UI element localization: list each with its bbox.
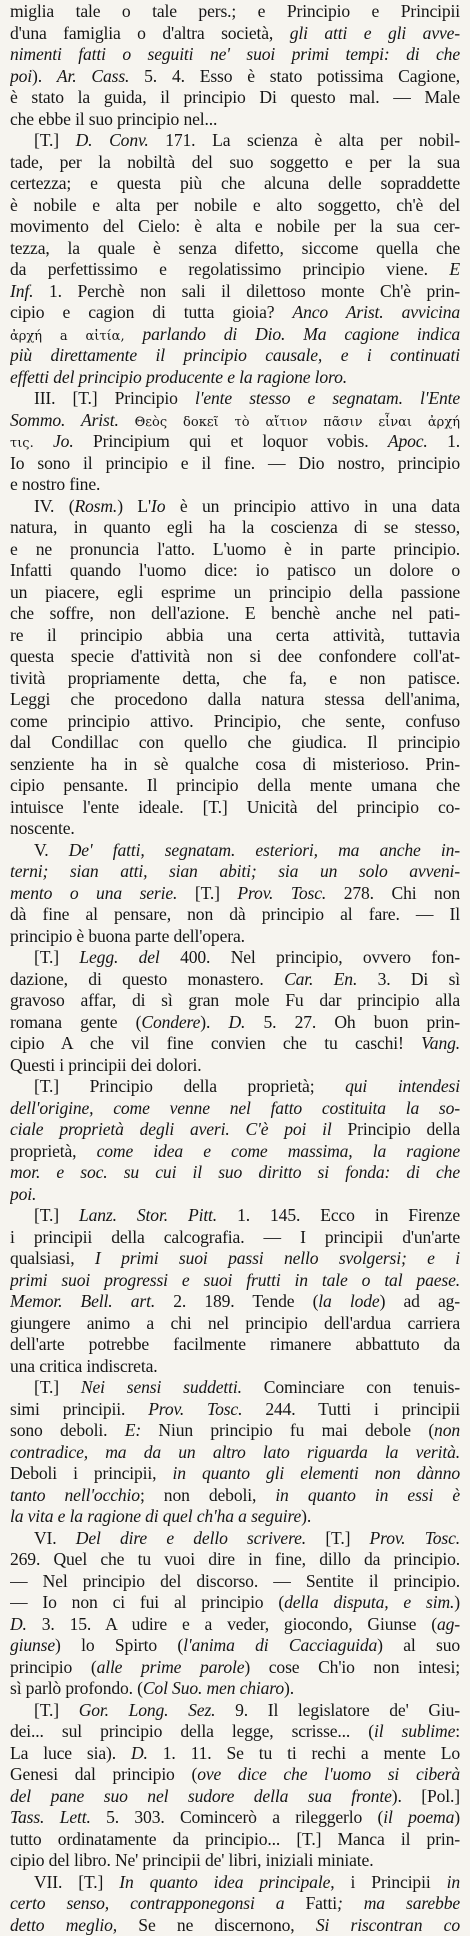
- italic-span: non: [434, 1420, 460, 1440]
- italic-span: Prov. Tosc.: [148, 1399, 242, 1419]
- text-span: ) lo Spirto (: [55, 1635, 183, 1655]
- text-line: [10, 883, 460, 905]
- text-span: :: [455, 1721, 460, 1741]
- italic-span: primi suoi progressi e suoi frutti in tale o tal paese.: [10, 1270, 460, 1290]
- text-span: ) al suo: [377, 1635, 460, 1655]
- text-span: [T.]: [34, 1700, 79, 1720]
- text-span: tale o tale pers.: [76, 1, 232, 21]
- text-span: d'una famiglia o d'altra società,: [10, 23, 290, 43]
- text-line: [10, 1033, 460, 1055]
- italic-span: Io: [151, 496, 165, 516]
- text-line: [10, 130, 460, 152]
- text-line: [10, 87, 460, 109]
- text-line: [10, 689, 460, 711]
- italic-span: Memor. Bell. art.: [10, 1291, 155, 1311]
- text-line: [10, 775, 460, 797]
- text-span: VII. [T.]: [34, 1872, 119, 1892]
- text-line: [10, 1850, 460, 1872]
- text-line: [10, 1657, 460, 1679]
- text-span: , i Principii: [330, 1872, 446, 1892]
- text-line: [10, 539, 460, 561]
- text-line: [10, 259, 460, 281]
- text-line: [10, 990, 460, 1012]
- italic-span: la vita e la ragione di quel ch'ha a seguire: [10, 1506, 301, 1526]
- text-span: ).: [32, 66, 57, 86]
- text-line: [10, 1248, 460, 1270]
- text-span: dazione, di questo monastero.: [10, 969, 284, 989]
- text-line: [10, 496, 460, 518]
- italic-span: Gor. Long. Sez.: [79, 1700, 216, 1720]
- text-line: [10, 947, 460, 969]
- text-line: [10, 1893, 460, 1915]
- italic-span: in quanto in essi è: [275, 1485, 460, 1505]
- italic-span: ove dice che l'uomo si ciberà: [197, 1764, 460, 1784]
- text-span: Principio della: [332, 1119, 460, 1139]
- text-line: [10, 732, 460, 754]
- text-line: [10, 1356, 460, 1378]
- text-span: Io sono il principio e il fine. — Dio nostro, principio: [10, 453, 460, 473]
- text-line: [10, 646, 460, 668]
- text-line: [10, 1463, 460, 1485]
- italic-span: nimenti fatti o seguiti ne' suoi primi tempi: di che: [10, 44, 460, 64]
- text-line: [10, 797, 460, 819]
- text-span: 278. Chi non: [326, 883, 460, 903]
- text-line: [10, 367, 460, 389]
- italic-span: mento o una serie.: [10, 883, 177, 903]
- text-span: 1. 145. Ecco in Firenze: [217, 1205, 460, 1225]
- text-line: [10, 861, 460, 883]
- text-span: senziente ha in sè qualche cosa di misterioso. Prin-: [10, 754, 460, 774]
- italic-span: Jo.: [53, 431, 74, 451]
- italic-span: il poema: [383, 1807, 454, 1827]
- text-line: [10, 1571, 460, 1593]
- italic-span: in: [447, 1872, 460, 1892]
- italic-span: gli atti e gli avve-: [290, 23, 460, 43]
- text-span: re il principio abbia una certa attività, tuttavia: [10, 625, 460, 645]
- italic-span: come idea e come massima, la ragione: [97, 1141, 460, 1161]
- italic-span: ag-: [437, 1614, 460, 1634]
- text-span: principio (: [10, 1657, 97, 1677]
- text-span: ): [454, 1592, 460, 1612]
- text-span: tutto ordinatamente da principio... [T.] Manca il prin-: [10, 1829, 460, 1849]
- text-line: [10, 109, 460, 131]
- text-span: Θεὸς δοκεῖ τὸ αἴτιον πᾶσιν εἶναι ἀρχή: [119, 415, 460, 430]
- text-span: [T.]: [34, 1205, 79, 1225]
- text-line: [10, 152, 460, 174]
- text-line: [10, 388, 460, 410]
- text-span: questa specie d'attività non si dee confondere coll'at-: [10, 646, 460, 666]
- text-span: Se ne discernono,: [117, 1915, 316, 1935]
- italic-span: l'ente stesso e segnatam. l'Ente: [195, 388, 460, 408]
- text-span: da perfettissimo e regolatissimo principio viene.: [10, 259, 449, 279]
- italic-span: Lanz. Stor. Pitt.: [79, 1205, 217, 1225]
- text-line: [10, 1098, 460, 1120]
- text-line: [10, 1614, 460, 1636]
- italic-span: contradice, ma da un altro lato riguarda la verità.: [10, 1442, 460, 1462]
- text-span: 244. Tutti i principii: [242, 1399, 460, 1419]
- text-span: ): [454, 1807, 460, 1827]
- italic-span: Condere: [141, 1012, 200, 1032]
- text-line: [10, 1549, 460, 1571]
- text-line: [10, 711, 460, 733]
- text-line: [10, 1162, 460, 1184]
- text-line: [10, 904, 460, 926]
- text-line: [10, 1485, 460, 1507]
- text-line: [10, 453, 460, 475]
- text-line: [10, 1764, 460, 1786]
- italic-span: alle prime parole: [97, 1657, 245, 1677]
- text-line: [10, 582, 460, 604]
- text-span: 5. 4. Esso è stato potissima Cagione,: [129, 66, 460, 86]
- text-span: tade, per la nobiltà del suo soggetto e per la sua: [10, 152, 460, 172]
- italic-span: Tass. Lett.: [10, 1807, 91, 1827]
- italic-span: l'anima di Cacciaguida: [183, 1635, 377, 1655]
- text-line: [10, 1829, 460, 1851]
- text-line: [10, 195, 460, 217]
- text-span: simi principii.: [10, 1399, 148, 1419]
- text-line: [10, 44, 460, 66]
- text-span: tività propriamente detta, che fa, e non patisce.: [10, 668, 460, 688]
- italic-span: I primi suoi passi nello svolgersi; e i: [95, 1248, 460, 1268]
- italic-span: dell'origine, come venne nel fatto costituita la so-: [10, 1098, 460, 1118]
- text-line: [10, 1055, 460, 1077]
- text-line: [10, 1184, 460, 1206]
- italic-span: effetti del principio producente e la ragione loro.: [10, 367, 347, 387]
- italic-span: certo senso, contrapponegonsi a: [10, 1893, 284, 1913]
- text-span: IV. (: [34, 496, 74, 516]
- italic-span: Nei sensi suddetti.: [81, 1377, 242, 1397]
- italic-span: giunse: [10, 1635, 55, 1655]
- text-span: un piacere, egli esprime un principio della passione: [10, 582, 460, 602]
- text-line: [10, 1786, 460, 1808]
- italic-span: più direttamente il principio causale, e i continuati: [10, 345, 460, 365]
- italic-span: la lode: [318, 1291, 379, 1311]
- text-span: come principio attivo. Principio, che sente, confuso: [10, 711, 460, 731]
- text-span: 5. 303. Comincerò a rileggerlo (: [91, 1807, 384, 1827]
- italic-span: terni; sian atti, sian abiti; sia un solo avveni-: [10, 861, 460, 881]
- text-line: [10, 1721, 460, 1743]
- text-span: 1.: [428, 431, 460, 451]
- text-line: [10, 1227, 460, 1249]
- italic-span: Inf.: [10, 281, 33, 301]
- italic-span: Prov. Tosc.: [237, 883, 326, 903]
- text-span: ).: [284, 1678, 294, 1698]
- italic-span: Prov. Tosc.: [370, 1528, 460, 1548]
- italic-span: Si riscontran co: [316, 1915, 460, 1935]
- text-line: [10, 625, 460, 647]
- text-line: [10, 1442, 460, 1464]
- italic-span: E:: [125, 1420, 141, 1440]
- italic-span: il sublime: [374, 1721, 455, 1741]
- text-line: [10, 1377, 460, 1399]
- text-span: giungere animo a chi nel principio dell'ardua carriera: [10, 1313, 460, 1333]
- text-line: [10, 238, 460, 260]
- text-span: cipio pensante. Il principio della mente umana che: [10, 775, 460, 795]
- text-span: τις.: [10, 436, 53, 451]
- italic-span: D.: [10, 1614, 27, 1634]
- text-span: principio è buona parte dell'opera.: [10, 926, 245, 946]
- text-span: 3. 15. A udire e a veder, giocondo, Giunse (: [27, 1614, 437, 1634]
- italic-span: del pane suo nel sudore della sua fronte: [10, 1786, 392, 1806]
- text-span: che ebbe il suo principio nel...: [10, 109, 217, 129]
- text-line: [10, 1141, 460, 1163]
- text-span: Niun principio fu mai debole (: [141, 1420, 434, 1440]
- text-span: certezza; e questa più che alcuna delle sopraddette: [10, 173, 460, 193]
- italic-span: D.: [131, 1743, 148, 1763]
- text-line: [10, 1291, 460, 1313]
- text-span: [T.]: [34, 130, 76, 150]
- italic-span: Legg. del: [79, 947, 159, 967]
- text-span: [T.]: [34, 1377, 81, 1397]
- text-line: [10, 324, 460, 346]
- text-span: ) L': [117, 496, 151, 516]
- text-line: [10, 1205, 460, 1227]
- text-span: VI.: [34, 1528, 76, 1548]
- text-line: [10, 1420, 460, 1442]
- text-line: [10, 1635, 460, 1657]
- text-span: cipio A che vil fine convien che tu caschi!: [10, 1033, 421, 1053]
- text-span: una critica indiscreta.: [10, 1356, 158, 1376]
- text-span: ) cose Ch'io non intesi;: [244, 1657, 460, 1677]
- italic-span: Apoc.: [388, 431, 428, 451]
- italic-span: parlando di Dio. Ma cagione indica: [142, 324, 460, 344]
- text-line: [10, 1592, 460, 1614]
- text-span: 9. Il legislatore de' Giu-: [215, 1700, 460, 1720]
- italic-span: Vang.: [421, 1033, 460, 1053]
- text-span: 3. Di sì: [357, 969, 460, 989]
- text-span: tezza, la quale è senza difetto, siccome quella che: [10, 238, 460, 258]
- text-line: [10, 1012, 460, 1034]
- text-span: è un principio attivo in una data: [165, 496, 460, 516]
- text-span: noscente.: [10, 818, 75, 838]
- italic-span: tanto nell'occhio: [10, 1485, 140, 1505]
- italic-span: Col Suo. men chiaro: [143, 1678, 284, 1698]
- text-span: sono deboli.: [10, 1420, 125, 1440]
- text-line: [10, 603, 460, 625]
- text-line: [10, 1743, 460, 1765]
- text-span: [T.]: [306, 1528, 370, 1548]
- text-span: 171. La scienza è alta per nobil-: [149, 130, 460, 150]
- text-span: Principium qui et loquor vobis.: [74, 431, 388, 451]
- text-line: [10, 474, 460, 496]
- text-line: [10, 431, 460, 453]
- text-line: [10, 23, 460, 45]
- text-span: e ne pronuncia l'atto. L'uomo è in parte principio.: [10, 539, 460, 559]
- italic-span: mor. e soc. su cui il suo diritto si fonda: di che: [10, 1162, 460, 1182]
- text-line: [10, 1399, 460, 1421]
- text-span: è nobile e alta per nobile e alto soggetto, ch'è del: [10, 195, 460, 215]
- text-span: 269. Quel che tu vuoi dire in fine, dillo da principio.: [10, 1549, 460, 1569]
- text-span: ) ad ag-: [380, 1291, 460, 1311]
- text-span: 5. 27. Oh buon prin-: [245, 1012, 460, 1032]
- italic-span: qui intendesi: [345, 1076, 460, 1096]
- text-line: [10, 926, 460, 948]
- text-line: [10, 754, 460, 776]
- text-span: cipio e cagion di tutta gioia?: [10, 302, 293, 322]
- text-span: V.: [34, 840, 69, 860]
- text-line: [10, 1807, 460, 1829]
- text-line: [10, 1915, 460, 1936]
- italic-span: Sommo. Arist.: [10, 410, 119, 430]
- text-span: dal Condillac con quello che giudica. Il principio: [10, 732, 460, 752]
- text-line: [10, 818, 460, 840]
- italic-span: Del dire e dello scrivere.: [76, 1528, 306, 1548]
- text-span: sì parlò profondo. (: [10, 1678, 143, 1698]
- italic-span: poi: [10, 66, 32, 86]
- text-line: [10, 216, 460, 238]
- text-span: ; non deboli,: [140, 1485, 275, 1505]
- text-line: [10, 1076, 460, 1098]
- text-line: [10, 1872, 460, 1894]
- italic-span: De' fatti, segnatam. esteriori, ma anche in-: [69, 840, 460, 860]
- text-span: i principii della calcografia. — I principii d'un'arte: [10, 1227, 460, 1247]
- italic-span: D.: [228, 1012, 245, 1032]
- italic-span: ciale proprietà degli averi. C'è poi il: [10, 1119, 332, 1139]
- text-span: Infatti quando l'uomo dice: io patisco un dolore o: [10, 560, 460, 580]
- italic-span: poi.: [10, 1184, 36, 1204]
- text-span: — Io non ci fui al principio (: [10, 1592, 284, 1612]
- text-span: e nostro fine.: [10, 474, 100, 494]
- text-line: [10, 560, 460, 582]
- text-line: [10, 1, 460, 23]
- text-line: [10, 302, 460, 324]
- italic-span: ; ma sarebbe: [337, 1893, 460, 1913]
- text-span: [T.] Principio della proprietà;: [34, 1076, 345, 1096]
- text-span: ).: [301, 1506, 311, 1526]
- text-span: Genesi dal principio (: [10, 1764, 197, 1784]
- text-span: 400. Nel principio, ovvero fon-: [160, 947, 460, 967]
- italic-span: della disputa, e sim.: [284, 1592, 454, 1612]
- text-span: natura, in quanto egli ha la coscienza di se stesso,: [10, 517, 460, 537]
- text-span: ).: [200, 1012, 228, 1032]
- text-span: ; e Principio e Principii: [231, 1, 460, 21]
- text-line: [10, 517, 460, 539]
- text-span: dei... sul principio della legge, scrisse... (: [10, 1721, 374, 1741]
- text-line: [10, 1528, 460, 1550]
- text-span: III. [T.] Principio: [34, 388, 195, 408]
- text-span: miglia: [10, 1, 76, 21]
- italic-span: In quanto idea principale: [119, 1872, 330, 1892]
- italic-span: E: [449, 259, 460, 279]
- italic-span: Anco Arist. avvicina: [293, 302, 460, 322]
- text-line: [10, 410, 460, 432]
- text-span: dà fine al pensare, non dà principio al fare. — Il: [10, 904, 460, 924]
- text-line: [10, 1700, 460, 1722]
- text-span: ). [Pol.]: [392, 1786, 460, 1806]
- text-span: Fatti: [284, 1893, 337, 1913]
- text-line: [10, 1119, 460, 1141]
- text-line: [10, 1506, 460, 1528]
- text-line: [10, 1270, 460, 1292]
- text-span: proprietà,: [10, 1141, 97, 1161]
- text-line: [10, 1678, 460, 1700]
- text-span: è stato la guida, il principio Di questo mal. — Male: [10, 87, 460, 107]
- text-span: ἀρχή a αἰτία,: [10, 329, 142, 344]
- italic-span: Car. En.: [284, 969, 357, 989]
- italic-span: Ar. Cass.: [57, 66, 129, 86]
- text-line: [10, 1334, 460, 1356]
- text-line: [10, 66, 460, 88]
- text-span: romana gente (: [10, 1012, 141, 1032]
- italic-span: Rosm.: [74, 496, 117, 516]
- text-line: [10, 281, 460, 303]
- text-line: [10, 173, 460, 195]
- italic-span: detto meglio,: [10, 1915, 117, 1935]
- italic-span: in quanto gli elementi non dànno: [173, 1463, 461, 1483]
- text-span: 1. Perchè non sali il dilettoso monte Ch'è prin-: [33, 281, 460, 301]
- text-span: qualsiasi,: [10, 1248, 95, 1268]
- text-line: [10, 668, 460, 690]
- text-span: [T.]: [177, 883, 237, 903]
- text-span: La luce sia).: [10, 1743, 131, 1763]
- text-line: [10, 840, 460, 862]
- text-span: dell'arte potrebbe facilmente rimanere abbattuto da: [10, 1334, 460, 1354]
- text-span: Deboli i principii,: [10, 1463, 173, 1483]
- text-span: movimento del Cielo: è alta e nobile per la sua cer-: [10, 216, 460, 236]
- text-line: [10, 969, 460, 991]
- text-span: 1. 11. Se tu ti rechi a mente Lo: [148, 1743, 460, 1763]
- text-span: — Nel principio del discorso. — Sentite il principio.: [10, 1571, 460, 1591]
- text-span: Cominciare con tenuis-: [242, 1377, 460, 1397]
- text-span: cipio del libro. Ne' principii de' libri, iniziali miniate.: [10, 1850, 373, 1870]
- text-span: [T.]: [34, 947, 79, 967]
- text-span: intuisce l'ente ideale. [T.] Unicità del principio co-: [10, 797, 460, 817]
- italic-span: D. Conv.: [76, 130, 149, 150]
- text-line: [10, 345, 460, 367]
- text-span: Questi i principii dei dolori.: [10, 1055, 201, 1075]
- text-line: [10, 1313, 460, 1335]
- text-span: gravoso affar, di sì gran mole Fu dar principio alla: [10, 990, 460, 1010]
- text-span: 2. 189. Tende (: [155, 1291, 318, 1311]
- text-span: Leggi che procedono dalla natura stessa dell'anima,: [10, 689, 460, 709]
- text-span: che soffre, non dell'azione. E benchè anche nel pati-: [10, 603, 460, 623]
